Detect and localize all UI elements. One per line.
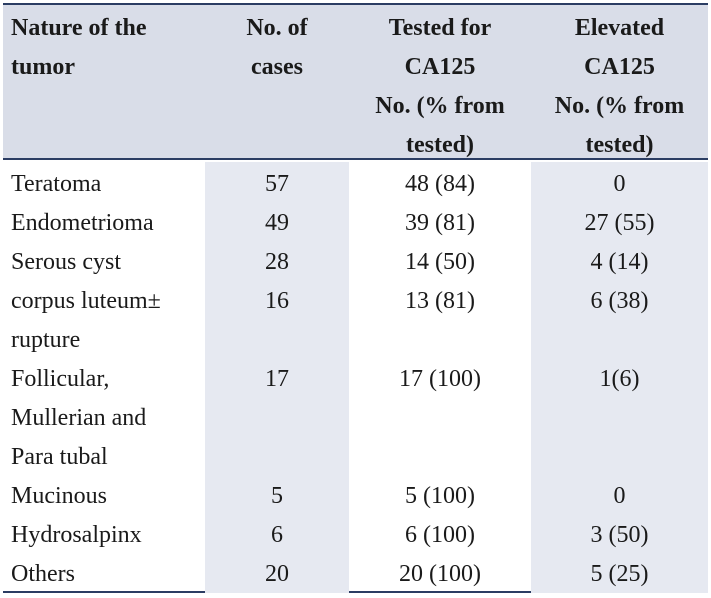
cell-nature [11,360,201,477]
cell-cases: 17 [265,366,289,392]
cell-nature-line: Mucinous [11,483,107,509]
cell-tested: 5 (100) [405,483,475,509]
cell-cases: 57 [265,171,289,197]
cell-nature [11,555,201,594]
cell-elevated: 0 [613,171,626,197]
cell-nature-line: Endometrioma [11,210,154,236]
cell-nature-line: Teratoma [11,171,102,197]
cell-elevated: 5 (25) [590,561,649,587]
cell-nature-line: Serous cyst [11,249,121,275]
cell-elevated: 4 (14) [590,249,649,275]
cell-nature [11,282,201,360]
cell-tested: 39 (81) [405,210,475,236]
cell-nature-line: corpus luteum± [11,288,161,314]
header-cases-line: No. of [246,15,308,41]
cell-tested: 14 (50) [405,249,475,275]
header-nature-line: tumor [11,54,75,80]
cell-elevated: 3 (50) [590,522,649,548]
cell-cases: 16 [265,288,289,314]
header-elevated [531,9,708,165]
header-cases [205,9,349,87]
cell-cases: 6 [271,522,283,548]
cell-nature-line: Mullerian and [11,405,147,431]
cell-nature-line: Follicular, [11,366,110,392]
cell-cases: 20 [265,561,289,587]
cell-tested: 17 (100) [399,366,481,392]
cell-nature-line: Hydrosalpinx [11,522,142,548]
header-nature [11,9,147,87]
cell-nature [11,516,201,555]
cell-cases: 5 [271,483,283,509]
header-elevated-line: Elevated [574,15,665,41]
header-tested-line: tested) [406,132,474,158]
cell-elevated: 27 (55) [584,210,655,236]
header-tested-line: Tested for [388,15,492,41]
header-tested-line: CA125 [404,54,476,80]
cell-nature-line: Others [11,561,75,587]
ca125-table [3,3,708,593]
cell-nature [11,477,201,516]
cell-cases: 28 [265,249,289,275]
header-nature-line: Nature of the [11,15,147,41]
cell-tested: 48 (84) [405,171,475,197]
header-elevated-line: No. (% from [554,93,685,119]
header-elevated-line: CA125 [584,54,655,80]
header-tested-line: No. (% from [375,93,505,119]
cell-elevated: 6 (38) [590,288,649,314]
header-cases-line: cases [251,54,303,80]
cell-nature [11,243,201,282]
cell-tested: 13 (81) [405,288,475,314]
cell-tested: 20 (100) [399,561,481,587]
header-tested [349,9,531,165]
cell-elevated: 0 [613,483,626,509]
cell-elevated: 1(6) [599,366,640,392]
header-elevated-line: tested) [585,132,654,158]
cell-nature [11,165,201,204]
cell-nature-line: rupture [11,327,81,353]
cell-cases: 49 [265,210,289,236]
cell-tested: 6 (100) [405,522,475,548]
cell-nature [11,204,201,243]
cell-nature-line: Para tubal [11,444,108,470]
